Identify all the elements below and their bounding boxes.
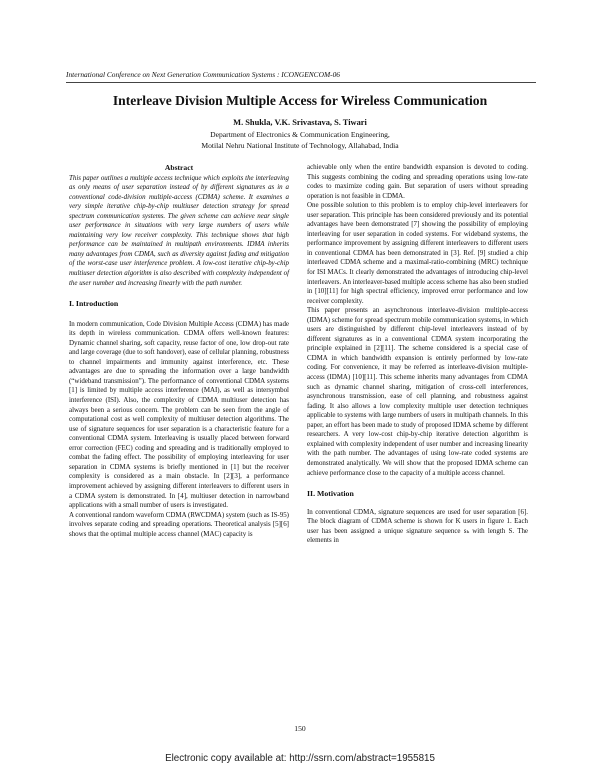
intro-paragraph-1: In modern communication, Code Division Multiple Access (CDMA) has made its depth in wireless communication. CDMA offers well-known features: Dynamic channel sharing, soft capacity, reuse factor of one, low drop-out rate and large coverage (due to soft handover), ease of cellular planning, robustness to channel impairments and immunity against interference, etc. These advantages are due to spreading the information over a large bandwidth (“wideband transmission”). The performance of conventional CDMA systems [1] is limited by multiple access interference (MAI), as well as intersymbol interference (ISI). Also, the complexity of CDMA multiuser detection has always been a serious concern. The problem can be seen from the angle of computational cost as well complexity of multiuser detection algorithms. The use of signature sequences for user separation is a characteristic feature for a conventional CDMA system. Interleaving is usually placed between forward error correction (FEC) coding and spreading and is traditionally employed to combat the fading effect. The possibility of employing interleaving for user separation in CDMA systems is briefly mentioned in [1] but the receiver complexity is considered as a main obstacle. In [2][3], a performance improvement achieved by assigning different interleavers to different users in a CDMA system is demonstrated. In [4], multiuser detection in narrowband applications with a small number of users is investigated. bbox=[69, 319, 289, 510]
footer-ssrn-link[interactable]: http://ssrn.com/abstract=1955815 bbox=[289, 753, 435, 764]
section-heading-motivation: II. Motivation bbox=[307, 489, 354, 499]
section-heading-introduction: I. Introduction bbox=[69, 299, 119, 309]
affiliation-institute: Motilal Nehru National Institute of Technology, Allahabad, India bbox=[201, 141, 399, 150]
left-column bbox=[69, 163, 289, 539]
abstract-body: This paper outlines a multiple access technique which exploits the interleaving as only means of user separation instead of by different signatures as in a conventional code-division multiple-access (CDMA) scheme. It examines a very simple iterative chip-by-chip multiuser detection strategy for spread spectrum communication systems. The given scheme can achieve near single user performance in situations with very large numbers of users while maintaining very low receiver complexity. This technique shows that high performance can be maintained in multipath environments. IDMA inherits many advantages from CDMA, such as diversity against fading and mitigation of the worst-case user interference problem. A low-cost iterative chip-by-chip multiuser detection algorithm is also described with complexity independent of the user number and increasing linearly with the path number. bbox=[69, 173, 289, 287]
paper-title: Interleave Division Multiple Access for Wireless Communication bbox=[112, 93, 488, 108]
affiliation bbox=[100, 129, 500, 151]
body-paragraph-interleavers: One possible solution to this problem is to employ chip-level interleavers for user separation. This principle has been considered previously and its potential advantages have been demonstrated [7] showing the possibility of employing interleaving for user separation in coded systems. For wideband systems, the performance improvement by assigning different interleavers to different users in conventional CDMA has been demonstrated in [3]. Ref. [9] studied a chip interleaved CDMA scheme and a maximal-ratio-combining (MRC) technique for ISI MACs. It clearly demonstrated the advantages of introducing chip-level interleavers. An interleaver-based multiple access scheme has also been studied in [10][11] for high spectral efficiency, improved error performance and low receiver complexity. bbox=[307, 201, 528, 305]
body-paragraph-continued: achievable only when the entire bandwidth expansion is devoted to coding. This suggests combining the coding and spreading operations using low-rate codes to maximize coding gain. But separation of users without spreading operation is not feasible in CDMA. bbox=[307, 163, 528, 200]
author-list: M. Shukla, V.K. Srivastava, S. Tiwari bbox=[233, 118, 367, 127]
body-paragraph-idma-scheme: This paper presents an asynchronous interleave-division multiple-access (IDMA) scheme for spread spectrum mobile communication systems, in which users are distinguished by different chip-level interleavers instead of by different signatures as in a conventional CDMA system incorporating the principle explained in [2][11]. The scheme considered is a special case of CDMA in which bandwidth expansion is entirely performed by low-rate coding. For convenience, it may be referred as interleave-division multiple-access (IDMA) [10][11]. This scheme inherits many advantages from CDMA such as dynamic channel sharing, mitigation of cross-cell interferences, asynchronous transmission, ease of cell planning, and robustness against fading. It also allows a low complexity multiple user detection techniques applicable to systems with large numbers of users in multipath channels. In this paper, an effort has been made to study of proposed IDMA scheme by different researchers. A very low-cost chip-by-chip iterative detection algorithm is explained with complexity independent of user number and increasing linearity with the path number. The advantages of using low-rate coded systems are demonstrated analytically. We will show that the proposed IDMA scheme can achieve performance close to the capacity of a multiple access channel. bbox=[307, 306, 528, 477]
right-column bbox=[307, 163, 528, 546]
affiliation-department: Department of Electronics & Communication Engineering, bbox=[210, 130, 390, 139]
abstract-heading: Abstract bbox=[164, 163, 194, 172]
conference-header: International Conference on Next Generation Communication Systems : ICONGENCOM-06 bbox=[66, 70, 340, 79]
footer-electronic-copy bbox=[0, 753, 600, 764]
intro-paragraph-2: A conventional random waveform CDMA (RWCDMA) system (such as IS-95) involves separate coding and spreading operations. Theoretical analysis [5][6] shows that the optimal multiple access channel (MAC) capacity is bbox=[69, 510, 289, 538]
header-rule bbox=[66, 82, 536, 83]
motivation-paragraph-1: In conventional CDMA, signature sequences are used for user separation [6]. The block diagram of CDMA scheme is shown for K users in figure 1. Each user has been assigned a unique signature sequence sₖ with length S. The elements in bbox=[307, 507, 528, 545]
footer-prefix: Electronic copy available at: bbox=[165, 753, 290, 764]
page-number: 150 bbox=[294, 724, 306, 733]
